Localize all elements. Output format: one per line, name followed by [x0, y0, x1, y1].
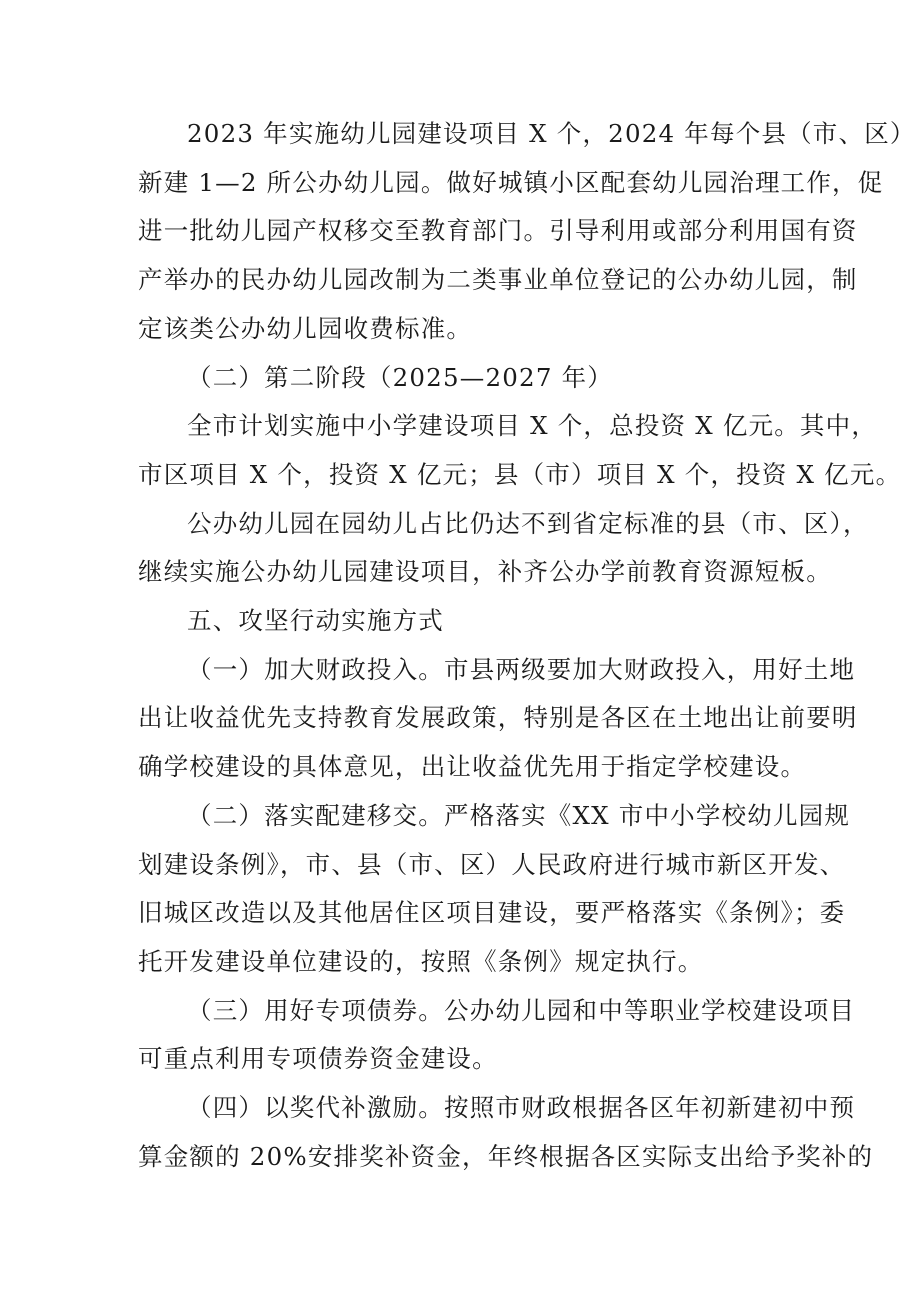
paragraph-school-investment — [138, 402, 902, 499]
paragraph-special-bonds — [138, 987, 856, 1084]
text-line: 托开发建设单位建设的，按照《条例》规定执行。 — [138, 946, 704, 976]
text-line: （二）第二阶段（2025—2027 年） — [187, 362, 613, 392]
text-line: 进一批幼儿园产权移交至教育部门。引导利用或部分利用国有资 — [138, 216, 858, 246]
text-line: 继续实施公办幼儿园建设项目，补齐公办学前教育资源短板。 — [138, 557, 832, 587]
text-line: 五、攻坚行动实施方式 — [187, 606, 444, 636]
text-line: 2023 年实施幼儿园建设项目 X 个，2024 年每个县（市、区） — [187, 119, 916, 148]
text-line: （二）落实配建移交。严格落实《XX 市中小学校幼儿园规 — [187, 800, 851, 830]
text-line: 确学校建设的具体意见，出让收益优先用于指定学校建设。 — [138, 752, 807, 782]
text-line: （一）加大财政投入。市县两级要加大财政投入，用好土地 — [187, 654, 856, 684]
document-body — [138, 110, 916, 1181]
text-line: 定该类公办幼儿园收费标准。 — [138, 313, 473, 343]
text-line: （三）用好专项债券。公办幼儿园和中等职业学校建设项目 — [187, 995, 856, 1025]
paragraph-reward-subsidy — [138, 1084, 874, 1181]
text-line: 旧城区改造以及其他居住区项目建设，要严格落实《条例》；委 — [138, 898, 846, 928]
heading-implementation-methods — [138, 597, 803, 646]
text-line: 可重点利用专项债券资金建设。 — [138, 1044, 498, 1074]
heading-second-stage — [138, 354, 803, 403]
text-line: 划建设条例》，市、县（市、区）人民政府进行城市新区开发、 — [138, 849, 846, 879]
text-line: 产举办的民办幼儿园改制为二类事业单位登记的公办幼儿园，制 — [138, 265, 858, 295]
text-line: 新建 1—2 所公办幼儿园。做好城镇小区配套幼儿园治理工作，促 — [138, 167, 884, 197]
text-line: 出让收益优先支持教育发展政策，特别是各区在土地出让前要明 — [138, 703, 858, 733]
paragraph-project-plan-2023-2024 — [138, 110, 916, 354]
text-line: 公办幼儿园在园幼儿占比仍达不到省定标准的县（市、区）， — [187, 508, 869, 538]
paragraph-supporting-construction — [138, 792, 851, 987]
text-line: 算金额的 20%安排奖补资金，年终根据各区实际支出给予奖补的 — [138, 1141, 874, 1171]
text-line: （四）以奖代补激励。按照市财政根据各区年初新建初中预 — [187, 1093, 856, 1123]
paragraph-kindergarten-shortfall — [138, 500, 869, 597]
text-line: 市区项目 X 个，投资 X 亿元；县（市）项目 X 个，投资 X 亿元。 — [138, 459, 902, 489]
text-line: 全市计划实施中小学建设项目 X 个，总投资 X 亿元。其中， — [187, 411, 878, 441]
paragraph-fiscal-investment — [138, 646, 858, 792]
